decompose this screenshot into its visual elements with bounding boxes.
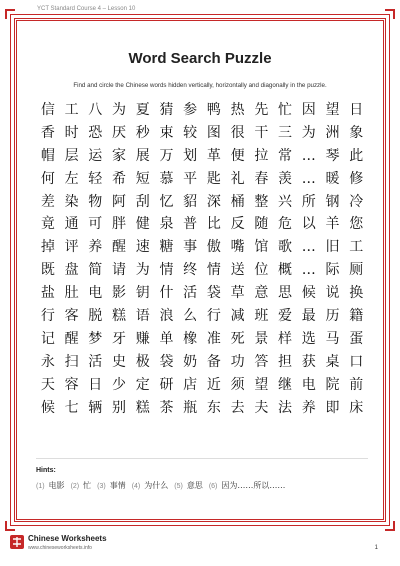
- hint-item: [71, 478, 92, 494]
- grid-cell[interactable]: 拉: [254, 147, 269, 164]
- grid-cell[interactable]: 革: [206, 147, 221, 164]
- grid-cell[interactable]: 钥: [135, 285, 150, 302]
- grid-cell[interactable]: 羡: [278, 170, 293, 187]
- border-corner-ornament: [5, 521, 15, 531]
- grid-cell[interactable]: 较: [183, 124, 198, 141]
- grid-cell[interactable]: 阿: [112, 193, 127, 210]
- grid-cell[interactable]: 日: [349, 102, 364, 118]
- hint-word: 为什么: [144, 481, 169, 490]
- grid-cell[interactable]: 为: [112, 102, 127, 118]
- grid-cell[interactable]: 图: [206, 124, 221, 141]
- grid-cell[interactable]: 说: [325, 285, 340, 302]
- grid-cell[interactable]: 店: [183, 376, 198, 393]
- hint-number: (5): [174, 483, 183, 490]
- grid-cell[interactable]: 思: [278, 285, 293, 302]
- grid-cell[interactable]: 轻: [88, 170, 103, 187]
- grid-cell[interactable]: 电: [301, 376, 316, 393]
- grid-cell[interactable]: 法: [278, 399, 293, 416]
- grid-cell[interactable]: 差: [40, 193, 55, 210]
- grid-cell[interactable]: 八: [88, 102, 103, 118]
- grid-row: [36, 351, 368, 374]
- grid-cell[interactable]: 所: [301, 193, 316, 210]
- grid-cell[interactable]: 物: [88, 193, 103, 210]
- grid-cell[interactable]: 样: [278, 330, 293, 347]
- grid-row: [36, 259, 368, 282]
- grid-cell[interactable]: 请: [112, 262, 127, 279]
- brand-name: Chinese Worksheets: [28, 534, 107, 543]
- grid-cell[interactable]: 候: [40, 399, 55, 416]
- grid-cell[interactable]: 暖: [325, 170, 340, 187]
- grid-cell[interactable]: 辆: [88, 399, 103, 416]
- grid-cell[interactable]: 忆: [159, 193, 174, 210]
- grid-cell[interactable]: 厌: [112, 124, 127, 141]
- grid-cell[interactable]: 担: [278, 353, 293, 370]
- page-number: 1: [374, 545, 378, 551]
- grid-cell[interactable]: 牙: [112, 330, 127, 347]
- grid-cell[interactable]: 象: [349, 124, 364, 141]
- hint-item: [97, 478, 126, 494]
- grid-cell[interactable]: 信: [40, 102, 55, 118]
- grid-cell[interactable]: 答: [254, 353, 269, 370]
- grid-cell[interactable]: 减: [230, 308, 245, 325]
- grid-cell[interactable]: 桌: [325, 353, 340, 370]
- grid-cell[interactable]: 速: [135, 239, 150, 256]
- hint-number: (3): [97, 483, 106, 490]
- grid-cell[interactable]: 意: [254, 285, 269, 302]
- hint-item: [174, 478, 203, 494]
- grid-cell[interactable]: 工: [349, 239, 364, 256]
- grid-cell[interactable]: 养: [301, 399, 316, 416]
- hints-divider: [36, 458, 368, 459]
- grid-cell[interactable]: 景: [254, 330, 269, 347]
- grid-cell[interactable]: 历: [325, 308, 340, 325]
- grid-cell[interactable]: 候: [301, 285, 316, 302]
- grid-cell[interactable]: 马: [325, 330, 340, 347]
- grid-cell[interactable]: 先: [254, 102, 269, 118]
- grid-cell[interactable]: …: [301, 262, 316, 279]
- grid-cell[interactable]: 染: [64, 193, 79, 210]
- hint-number: (4): [131, 483, 141, 490]
- grid-cell[interactable]: 梦: [88, 330, 103, 347]
- grid-cell[interactable]: …: [301, 239, 316, 256]
- grid-cell[interactable]: 袋: [159, 353, 174, 370]
- grid-cell[interactable]: 洲: [325, 124, 340, 141]
- grid-cell[interactable]: 修: [349, 170, 364, 187]
- grid-cell[interactable]: 便: [230, 147, 245, 164]
- grid-cell[interactable]: 活: [183, 285, 198, 302]
- grid-cell[interactable]: 盘: [64, 262, 79, 279]
- grid-cell[interactable]: 橡: [183, 330, 198, 347]
- grid-cell[interactable]: 糕: [112, 308, 127, 325]
- grid-cell[interactable]: 鸭: [206, 102, 221, 118]
- hint-number: (1): [36, 483, 45, 490]
- hint-item: [36, 478, 65, 494]
- grid-cell[interactable]: 随: [254, 216, 269, 233]
- grid-cell[interactable]: 糖: [159, 239, 174, 256]
- grid-cell[interactable]: 钢: [325, 193, 340, 210]
- grid-cell[interactable]: 行: [40, 308, 55, 325]
- grid-cell[interactable]: 匙: [206, 170, 221, 187]
- grid-cell[interactable]: 床: [349, 399, 364, 416]
- grid-cell[interactable]: 功: [230, 353, 245, 370]
- grid-cell[interactable]: 冷: [349, 193, 364, 210]
- grid-cell[interactable]: 春: [254, 170, 269, 187]
- grid-cell[interactable]: 普: [183, 216, 198, 233]
- grid-cell[interactable]: 夏: [135, 102, 150, 118]
- grid-cell[interactable]: 籍: [349, 308, 364, 325]
- grid-cell[interactable]: 行: [206, 308, 221, 325]
- grid-cell[interactable]: 既: [40, 262, 55, 279]
- grid-cell[interactable]: 整: [254, 193, 269, 210]
- grid-cell[interactable]: 厕: [349, 262, 364, 279]
- brand-url: www.chineseworksheets.info: [28, 545, 92, 551]
- grid-cell[interactable]: 通: [64, 216, 79, 233]
- grid-cell[interactable]: 送: [230, 262, 245, 279]
- grid-cell[interactable]: 很: [230, 124, 245, 141]
- grid-cell[interactable]: 容: [64, 376, 79, 393]
- grid-cell[interactable]: 泉: [159, 216, 174, 233]
- grid-cell[interactable]: …: [301, 147, 316, 164]
- grid-cell[interactable]: 茶: [159, 399, 174, 416]
- instructions: Find and circle the Chinese words hidden vertically, horizontally and diagonally in the puzzle.: [73, 82, 327, 89]
- grid-cell[interactable]: 貂: [183, 193, 198, 210]
- grid-cell[interactable]: 客: [64, 308, 79, 325]
- border-corner-ornament: [385, 521, 395, 531]
- grid-cell[interactable]: 草: [230, 285, 245, 302]
- hints-title: Hints:: [36, 467, 56, 474]
- grid-cell[interactable]: 日: [88, 376, 103, 393]
- grid-cell[interactable]: 单: [159, 330, 174, 347]
- chinese-worksheets-logo-icon: [10, 535, 24, 549]
- grid-cell[interactable]: 浪: [159, 308, 174, 325]
- grid-cell[interactable]: 语: [135, 308, 150, 325]
- grid-cell[interactable]: 终: [183, 262, 198, 279]
- hint-number: (6): [208, 483, 218, 490]
- grid-row: [36, 99, 368, 122]
- grid-cell[interactable]: 香: [40, 124, 55, 141]
- grid-cell[interactable]: 反: [230, 216, 245, 233]
- grid-row: [36, 236, 368, 259]
- grid-cell[interactable]: 秒: [135, 124, 150, 141]
- grid-cell[interactable]: 嘴: [230, 239, 245, 256]
- grid-cell[interactable]: 因: [301, 102, 316, 118]
- hint-word: 忙: [83, 481, 92, 490]
- border-corner-ornament: [5, 9, 15, 19]
- grid-cell[interactable]: 盐: [40, 285, 55, 302]
- grid-cell[interactable]: 热: [230, 102, 245, 118]
- hints-list: [36, 478, 366, 494]
- grid-cell[interactable]: 醒: [112, 239, 127, 256]
- grid-cell[interactable]: 羊: [325, 216, 340, 233]
- grid-cell[interactable]: 史: [112, 353, 127, 370]
- grid-cell[interactable]: 评: [64, 239, 79, 256]
- grid-row: [36, 168, 368, 191]
- grid-cell[interactable]: 极: [135, 353, 150, 370]
- grid-row: [36, 305, 368, 328]
- page-title: Word Search Puzzle: [128, 50, 272, 67]
- grid-cell[interactable]: 掉: [40, 239, 55, 256]
- grid-cell[interactable]: 位: [254, 262, 269, 279]
- grid-cell[interactable]: 脱: [88, 308, 103, 325]
- grid-row: [36, 397, 368, 420]
- grid-cell[interactable]: 记: [40, 330, 55, 347]
- grid-cell[interactable]: 望: [254, 376, 269, 393]
- grid-cell[interactable]: 猜: [159, 102, 174, 118]
- grid-cell[interactable]: 忙: [278, 102, 293, 118]
- grid-cell[interactable]: 短: [135, 170, 150, 187]
- grid-cell[interactable]: 歌: [278, 239, 293, 256]
- grid-cell[interactable]: 即: [325, 399, 340, 416]
- grid-cell[interactable]: 七: [64, 399, 79, 416]
- grid-cell[interactable]: 事: [183, 239, 198, 256]
- grid-cell[interactable]: 常: [278, 147, 293, 164]
- grid-cell[interactable]: 平: [183, 170, 198, 187]
- grid-cell[interactable]: 恐: [88, 124, 103, 141]
- grid-cell[interactable]: 礼: [230, 170, 245, 187]
- grid-cell[interactable]: 时: [64, 124, 79, 141]
- grid-cell[interactable]: 以: [301, 216, 316, 233]
- grid-cell[interactable]: 去: [230, 399, 245, 416]
- grid-cell[interactable]: 近: [206, 376, 221, 393]
- grid-cell[interactable]: 情: [206, 262, 221, 279]
- grid-cell[interactable]: 死: [230, 330, 245, 347]
- grid-cell[interactable]: 电: [88, 285, 103, 302]
- hint-word: 事情: [109, 481, 126, 490]
- grid-cell[interactable]: 准: [206, 330, 221, 347]
- hint-word: 因为……所以……: [221, 481, 286, 490]
- course-label: YCT Standard Course 4 – Lesson 10: [37, 6, 136, 12]
- grid-cell[interactable]: 家: [112, 147, 127, 164]
- grid-row: [36, 213, 368, 236]
- word-search-grid: [36, 99, 368, 419]
- hint-item: [209, 478, 286, 494]
- grid-cell[interactable]: 须: [230, 376, 245, 393]
- grid-cell[interactable]: 口: [349, 353, 364, 370]
- grid-cell[interactable]: 醒: [64, 330, 79, 347]
- grid-cell[interactable]: 继: [278, 376, 293, 393]
- grid-cell[interactable]: 危: [278, 216, 293, 233]
- grid-cell[interactable]: 概: [278, 262, 293, 279]
- grid-cell[interactable]: 层: [64, 147, 79, 164]
- grid-cell[interactable]: 袋: [206, 285, 221, 302]
- grid-cell[interactable]: 馆: [254, 239, 269, 256]
- grid-cell[interactable]: 参: [183, 102, 198, 118]
- grid-cell[interactable]: 获: [301, 353, 316, 370]
- grid-cell[interactable]: 帽: [40, 147, 55, 164]
- grid-cell[interactable]: 慕: [159, 170, 174, 187]
- grid-cell[interactable]: 养: [88, 239, 103, 256]
- grid-cell[interactable]: 么: [183, 308, 198, 325]
- grid-cell[interactable]: 少: [112, 376, 127, 393]
- grid-cell[interactable]: 蛋: [349, 330, 364, 347]
- grid-cell[interactable]: 竟: [40, 216, 55, 233]
- grid-cell[interactable]: 桶: [230, 193, 245, 210]
- grid-cell[interactable]: 琴: [325, 147, 340, 164]
- grid-cell[interactable]: 前: [349, 376, 364, 393]
- grid-cell[interactable]: 瓶: [183, 399, 198, 416]
- grid-cell[interactable]: 万: [159, 147, 174, 164]
- grid-cell[interactable]: 什: [159, 285, 174, 302]
- grid-cell[interactable]: 活: [88, 353, 103, 370]
- grid-row: [36, 282, 368, 305]
- grid-cell[interactable]: 健: [135, 216, 150, 233]
- grid-cell[interactable]: 划: [183, 147, 198, 164]
- grid-cell[interactable]: 别: [112, 399, 127, 416]
- grid-cell[interactable]: 扫: [64, 353, 79, 370]
- grid-cell[interactable]: 定: [135, 376, 150, 393]
- hint-item: [132, 478, 169, 494]
- grid-cell[interactable]: 爱: [278, 308, 293, 325]
- grid-cell[interactable]: 左: [64, 170, 79, 187]
- grid-cell[interactable]: 胖: [112, 216, 127, 233]
- grid-cell[interactable]: 何: [40, 170, 55, 187]
- grid-row: [36, 145, 368, 168]
- grid-cell[interactable]: 望: [325, 102, 340, 118]
- grid-cell[interactable]: 天: [40, 376, 55, 393]
- grid-cell[interactable]: 为: [301, 124, 316, 141]
- grid-cell[interactable]: 夫: [254, 399, 269, 416]
- grid-row: [36, 122, 368, 145]
- grid-cell[interactable]: 选: [301, 330, 316, 347]
- grid-cell[interactable]: 您: [349, 216, 364, 233]
- grid-row: [36, 191, 368, 214]
- grid-cell[interactable]: 兴: [278, 193, 293, 210]
- grid-cell[interactable]: 旧: [325, 239, 340, 256]
- grid-cell[interactable]: 束: [159, 124, 174, 141]
- grid-cell[interactable]: 傲: [206, 239, 221, 256]
- grid-cell[interactable]: 换: [349, 285, 364, 302]
- grid-cell[interactable]: 刮: [135, 193, 150, 210]
- grid-row: [36, 374, 368, 397]
- grid-cell[interactable]: 糕: [135, 399, 150, 416]
- grid-cell[interactable]: 际: [325, 262, 340, 279]
- grid-cell[interactable]: 运: [88, 147, 103, 164]
- grid-row: [36, 328, 368, 351]
- grid-cell[interactable]: 情: [159, 262, 174, 279]
- grid-cell[interactable]: 工: [64, 102, 79, 118]
- grid-cell[interactable]: 为: [135, 262, 150, 279]
- border-corner-ornament: [385, 9, 395, 19]
- grid-cell[interactable]: 比: [206, 216, 221, 233]
- grid-cell[interactable]: 影: [112, 285, 127, 302]
- grid-cell[interactable]: 深: [206, 193, 221, 210]
- grid-cell[interactable]: 院: [325, 376, 340, 393]
- grid-cell[interactable]: 三: [278, 124, 293, 141]
- grid-cell[interactable]: 希: [112, 170, 127, 187]
- grid-cell[interactable]: 研: [159, 376, 174, 393]
- grid-cell[interactable]: 最: [301, 308, 316, 325]
- grid-cell[interactable]: …: [301, 170, 316, 187]
- grid-cell[interactable]: 班: [254, 308, 269, 325]
- hint-word: 电影: [48, 481, 65, 490]
- grid-cell[interactable]: 展: [135, 147, 150, 164]
- grid-cell[interactable]: 赚: [135, 330, 150, 347]
- grid-cell[interactable]: 简: [88, 262, 103, 279]
- grid-cell[interactable]: 此: [349, 147, 364, 164]
- grid-cell[interactable]: 肚: [64, 285, 79, 302]
- grid-cell[interactable]: 备: [206, 353, 221, 370]
- hint-number: (2): [70, 483, 80, 490]
- hint-word: 意思: [186, 481, 203, 490]
- grid-cell[interactable]: 永: [40, 353, 55, 370]
- grid-cell[interactable]: 东: [206, 399, 221, 416]
- grid-cell[interactable]: 可: [88, 216, 103, 233]
- grid-cell[interactable]: 奶: [183, 353, 198, 370]
- grid-cell[interactable]: 干: [254, 124, 269, 141]
